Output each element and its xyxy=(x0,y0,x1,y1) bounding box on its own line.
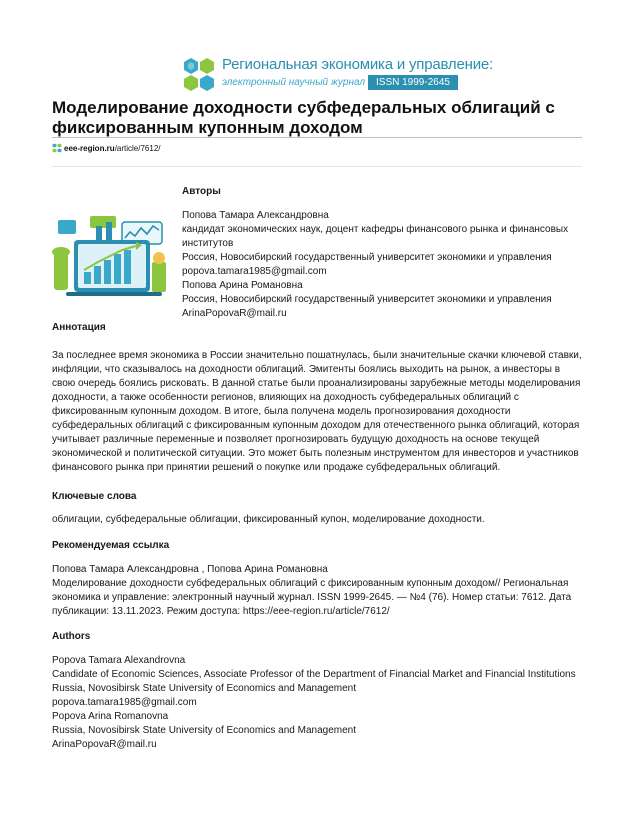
authors-ru-block xyxy=(182,209,582,321)
journal-logo[interactable] xyxy=(182,56,493,92)
author-en-2-name: Popova Arina Romanovna xyxy=(52,711,169,722)
author-2-affiliation: Россия, Новосибирский государственный университет экономики и управления xyxy=(182,294,552,305)
abstract-heading: Аннотация xyxy=(52,322,106,333)
author-en-1-email: popova.tamara1985@gmail.com xyxy=(52,697,197,708)
keywords-heading: Ключевые слова xyxy=(52,491,137,502)
source-link[interactable] xyxy=(52,143,161,155)
author-en-1-affiliation: Russia, Novosibirsk State University of Economics and Management xyxy=(52,683,357,694)
author-1-name: Попова Тамара Александровна xyxy=(182,210,329,221)
authors-en-heading: Authors xyxy=(52,631,91,642)
authors-heading: Авторы xyxy=(182,186,221,197)
article-title: Моделирование доходности субфедеральных облигаций с фиксированным купонным доходом xyxy=(52,98,555,137)
site-favicon-icon xyxy=(52,143,62,153)
source-host: eee-region.ru xyxy=(64,144,115,153)
journal-logo-icon xyxy=(182,56,218,92)
authors-en-block xyxy=(52,654,582,752)
author-2-name: Попова Арина Романовна xyxy=(182,280,303,291)
author-1-email: popova.tamara1985@gmail.com xyxy=(182,266,327,277)
keywords-text: облигации, субфедеральные облигации, фиксированный купон, моделирование доходности. xyxy=(52,514,485,525)
author-en-1-degree: Candidate of Economic Sciences, Associate Professor of the Department of Financial Market and Financial Institutions xyxy=(52,669,576,680)
source-divider xyxy=(52,166,582,167)
logo-subtitle: электронный научный журнал xyxy=(222,77,366,88)
author-en-2-affiliation: Russia, Novosibirsk State University of Economics and Management xyxy=(52,725,357,736)
finance-chart-illustration xyxy=(52,212,170,302)
title-divider xyxy=(52,137,582,138)
abstract-text: За последнее время экономика в России значительно пошатнулась, были значительные скачки ключевой ставки, инфляции, что сказывалось на доходности облигаций. Эмитенты боялись выходить на рынок, а инвесторы в свою очередь боялись рисковать. В данной статье были проанализированы зарубежные методы моделирования доходности, а также особенности регионов, влияющих на доходность субфедеральных облигаций с фиксированным купонным доходом. В итоге, была получена модель прогнозирования доходности субфедеральных облигаций с фиксированным купонным доходом для отечественного рынка облигаций, которая учитывает различные переменные и позволяет прогнозировать будущую доходность на основе текущей экономической и политической ситуации. Это может быть полезным инструментом для инвесторов и участников финансового рынка при принятии решений о покупке или продаже субфедеральных облигаций. xyxy=(52,350,582,473)
citation-authors: Попова Тамара Александровна , Попова Арина Романовна xyxy=(52,564,328,575)
author-en-2-email: ArinaPopovaR@mail.ru xyxy=(52,739,157,750)
author-1-affiliation: Россия, Новосибирский государственный университет экономики и управления xyxy=(182,252,552,263)
author-1-degree: кандидат экономических наук, доцент кафедры финансового рынка и финансовых институтов xyxy=(182,224,569,249)
logo-issn: ISSN 1999-2645 xyxy=(368,75,458,90)
source-path: /article/7612/ xyxy=(114,144,161,153)
citation-reference: Моделирование доходности субфедеральных облигаций с фиксированным купонным доходом// Региональная экономика и управление: электронный научный журнал. ISSN 1999-2645. — №4 (76). Номер статьи: 7612. Дата публикации: 13.11.2023. Режим доступа: https://eee-region.ru/article/7612/ xyxy=(52,578,572,617)
citation-block xyxy=(52,563,582,619)
logo-title: Региональная экономика и управление: xyxy=(222,56,493,73)
author-2-email: ArinaPopovaR@mail.ru xyxy=(182,308,287,319)
citation-heading: Рекомендуемая ссылка xyxy=(52,540,170,551)
author-en-1-name: Popova Tamara Alexandrovna xyxy=(52,655,186,666)
